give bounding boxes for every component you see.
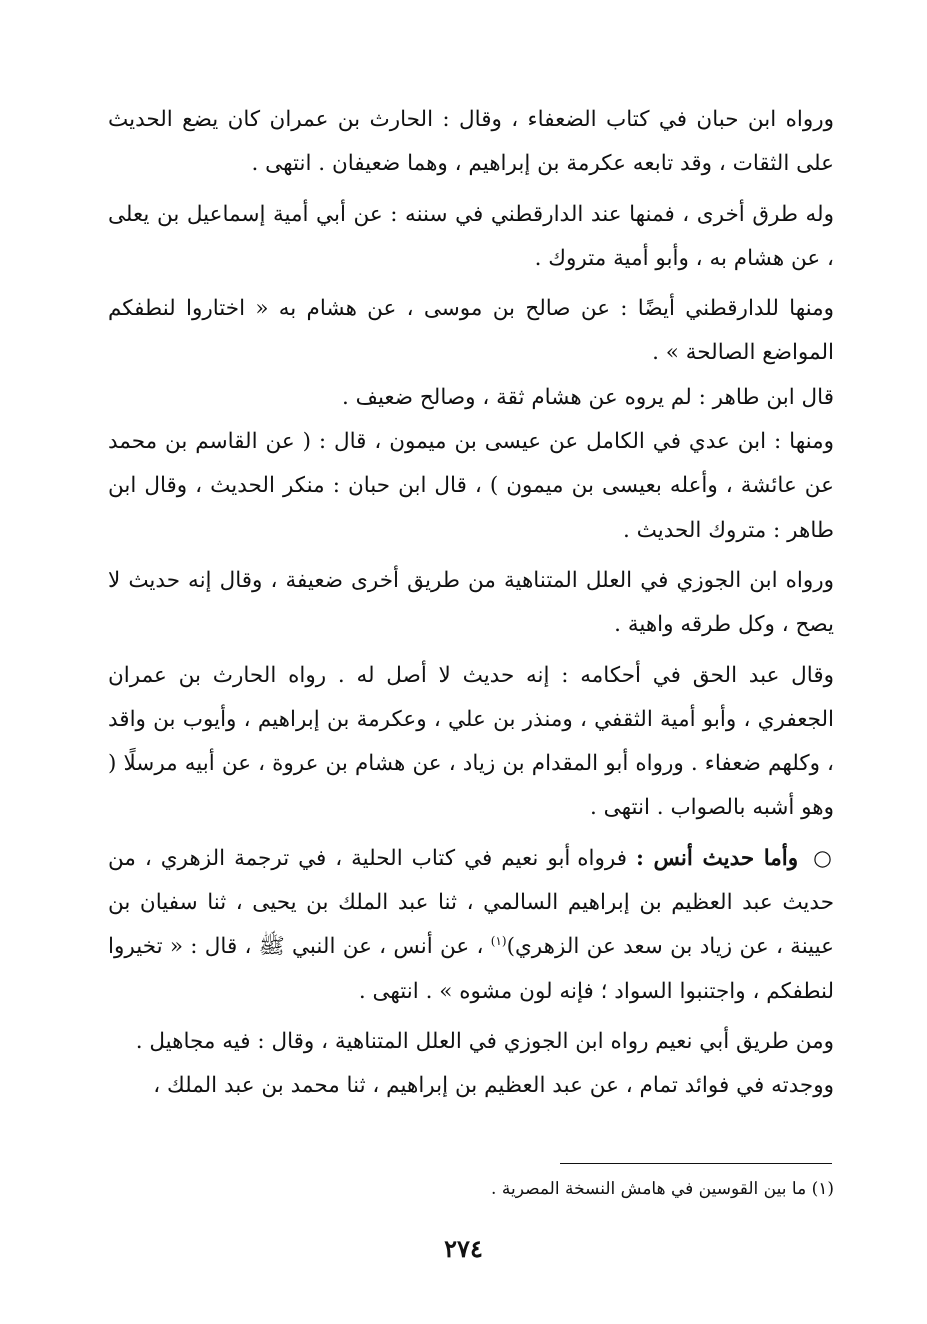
paragraph-10: ووجدته في فوائد تمام ، عن عبد العظيم بن إبراهيم ، ثنا محمد بن عبد الملك ، (153, 1073, 834, 1099)
paragraph-7: وقال عبد الحق في أحكامه : إنه حديث لا أصل له . رواه الحارث بن عمران الجعفري ، وأبو أمية الثقفي ، ومنذر بن علي ، وعكرمة بن إبراهيم ، وأيوب بن واقد ، وكلهم ضعفاء . ورواه أبو المقدام بن زياد ، عن هشام بن عروة ، عن أبيه مرسلًا ( وهو أشبه بالصواب . انتهى . (108, 662, 834, 821)
footnote-marker[interactable]: (١) (490, 934, 507, 949)
footnote-number: (١) (811, 1179, 834, 1199)
paragraph-4: قال ابن طاهر : لم يروه عن هشام ثقة ، وصالح ضعيف . (342, 384, 834, 410)
anas-text-1: فرواه أبو نعيم في كتاب الحلية ، في ترجمة الزهري ، من حديث عبد العظيم بن إبراهيم السالمي ، ثنا عبد الملك بن يحيى ، ثنا سفيان بن عيينة ، عن زياد بن سعد عن الزهري) (108, 845, 834, 960)
paragraph-2: وله طرق أخرى ، فمنها عند الدارقطني في سننه : عن أبي أمية إسماعيل بن يعلى ، عن هشام به ، وأبو أمية متروك . (108, 201, 834, 271)
paragraph-1: ورواه ابن حبان في كتاب الضعفاء ، وقال : الحارث بن عمران كان يضع الحديث على الثقات ، وقد تابعه عكرمة بن إبراهيم ، وهما ضعيفان . انتهى . (108, 107, 834, 177)
main-text (108, 98, 834, 1109)
anas-text-2: ، عن أنس ، عن النبي ﷺ ، قال : « تخيروا لنطفكم ، واجتنبوا السواد ؛ فإنه لون مشوه » . انتهى . (108, 934, 834, 1004)
paragraph-9: ومن طريق أبي نعيم رواه ابن الجوزي في العلل المتناهية ، وقال : فيه مجاهيل . (135, 1028, 834, 1054)
footnote-text: ما بين القوسين في هامش النسخة المصرية . (491, 1179, 807, 1199)
page-number: ٢٧٤ (444, 1234, 483, 1263)
circle-bullet-icon: ○ (813, 845, 834, 871)
footnote-divider (560, 1163, 832, 1164)
paragraph-6: ورواه ابن الجوزي في العلل المتناهية من طريق أخرى ضعيفة ، وقال إنه حديث لا يصح ، وكل طرقه واهية . (108, 567, 834, 638)
section-heading: وأما حديث أنس : (635, 845, 799, 871)
paragraph-anas (108, 837, 834, 1014)
footnote (108, 1176, 834, 1202)
paragraph-3: ومنها للدارقطني أيضًا : عن صالح بن موسى ، عن هشام به « اختاروا لنطفكم المواضع الصالحة » . (108, 296, 834, 366)
paragraph-5: ومنها : ابن عدي في الكامل عن عيسى بن ميمون ، قال : ( عن القاسم بن محمد عن عائشة ، وأعله بعيسى بن ميمون ) ، قال ابن حبان : منكر الحديث ، وقال ابن طاهر : متروك الحديث . (108, 429, 834, 543)
